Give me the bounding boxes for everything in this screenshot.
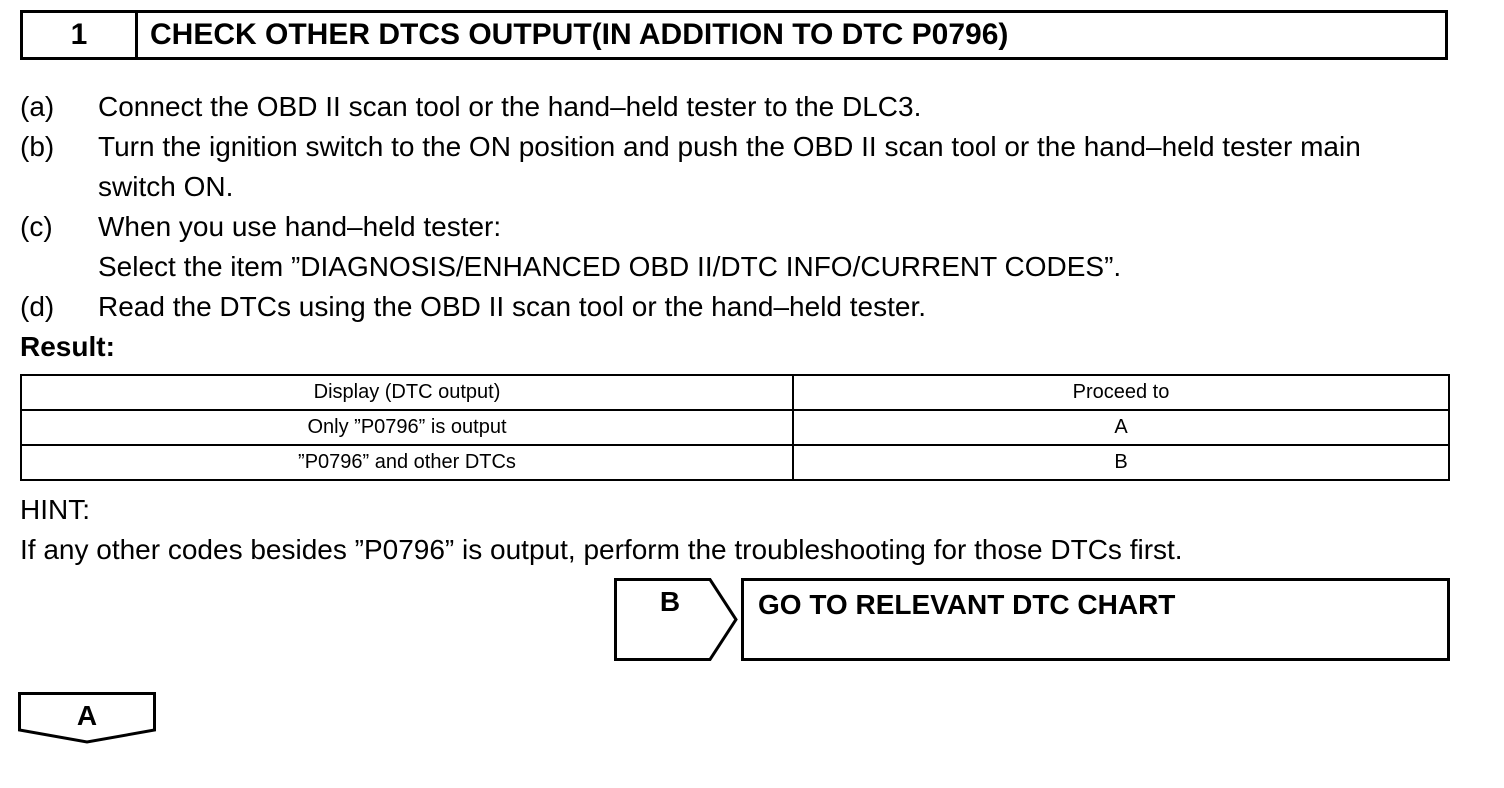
procedure-list [20, 87, 1460, 327]
table-header-display: Display (DTC output) [21, 375, 793, 410]
table-header-row [21, 375, 1449, 410]
procedure-item-b [20, 127, 1460, 207]
procedure-letter: (d) [20, 291, 55, 322]
table-row [21, 410, 1449, 445]
table-cell-proceed: A [793, 410, 1449, 445]
table-row [21, 445, 1449, 480]
branch-b-label: B [659, 586, 681, 617]
procedure-item-c [20, 207, 1460, 287]
procedure-text [98, 207, 1460, 287]
result-label: Result: [20, 331, 115, 362]
table-header-proceed: Proceed to [793, 375, 1449, 410]
procedure-letter: (a) [20, 91, 55, 122]
procedure-text [98, 287, 1460, 327]
table-cell-proceed: B [793, 445, 1449, 480]
procedure-text [98, 87, 1460, 127]
branch-a-label: A [76, 700, 98, 731]
procedure-line: When you use hand–held tester: [98, 211, 502, 242]
procedure-line: Connect the OBD II scan tool or the hand–held tester to the DLC3. [98, 91, 922, 122]
hint-label: HINT: [20, 494, 90, 525]
procedure-text [98, 127, 1460, 207]
procedure-item-a [20, 87, 1460, 127]
branch-a-arrow [18, 692, 156, 744]
procedure-item-d [20, 287, 1460, 327]
table-cell-display: ”P0796” and other DTCs [21, 445, 793, 480]
step-title: CHECK OTHER DTCS OUTPUT(IN ADDITION TO DTC P0796) [150, 18, 1009, 51]
procedure-line: switch ON. [98, 171, 234, 202]
branch-b-arrow [614, 578, 738, 662]
procedure-letter: (c) [20, 211, 53, 242]
procedure-line: Turn the ignition switch to the ON position and push the OBD II scan tool or the hand–held tester main [98, 131, 1361, 162]
result-table [20, 374, 1450, 481]
hint-text: If any other codes besides ”P0796” is output, perform the troubleshooting for those DTCs first. [20, 534, 1183, 565]
step-number: 1 [23, 13, 138, 57]
branch-b-action: GO TO RELEVANT DTC CHART [741, 578, 1450, 661]
step-header [20, 10, 1448, 60]
procedure-line: Read the DTCs using the OBD II scan tool or the hand–held tester. [98, 291, 927, 322]
procedure-line: Select the item ”DIAGNOSIS/ENHANCED OBD II/DTC INFO/CURRENT CODES”. [98, 251, 1122, 282]
procedure-letter: (b) [20, 131, 55, 162]
table-cell-display: Only ”P0796” is output [21, 410, 793, 445]
